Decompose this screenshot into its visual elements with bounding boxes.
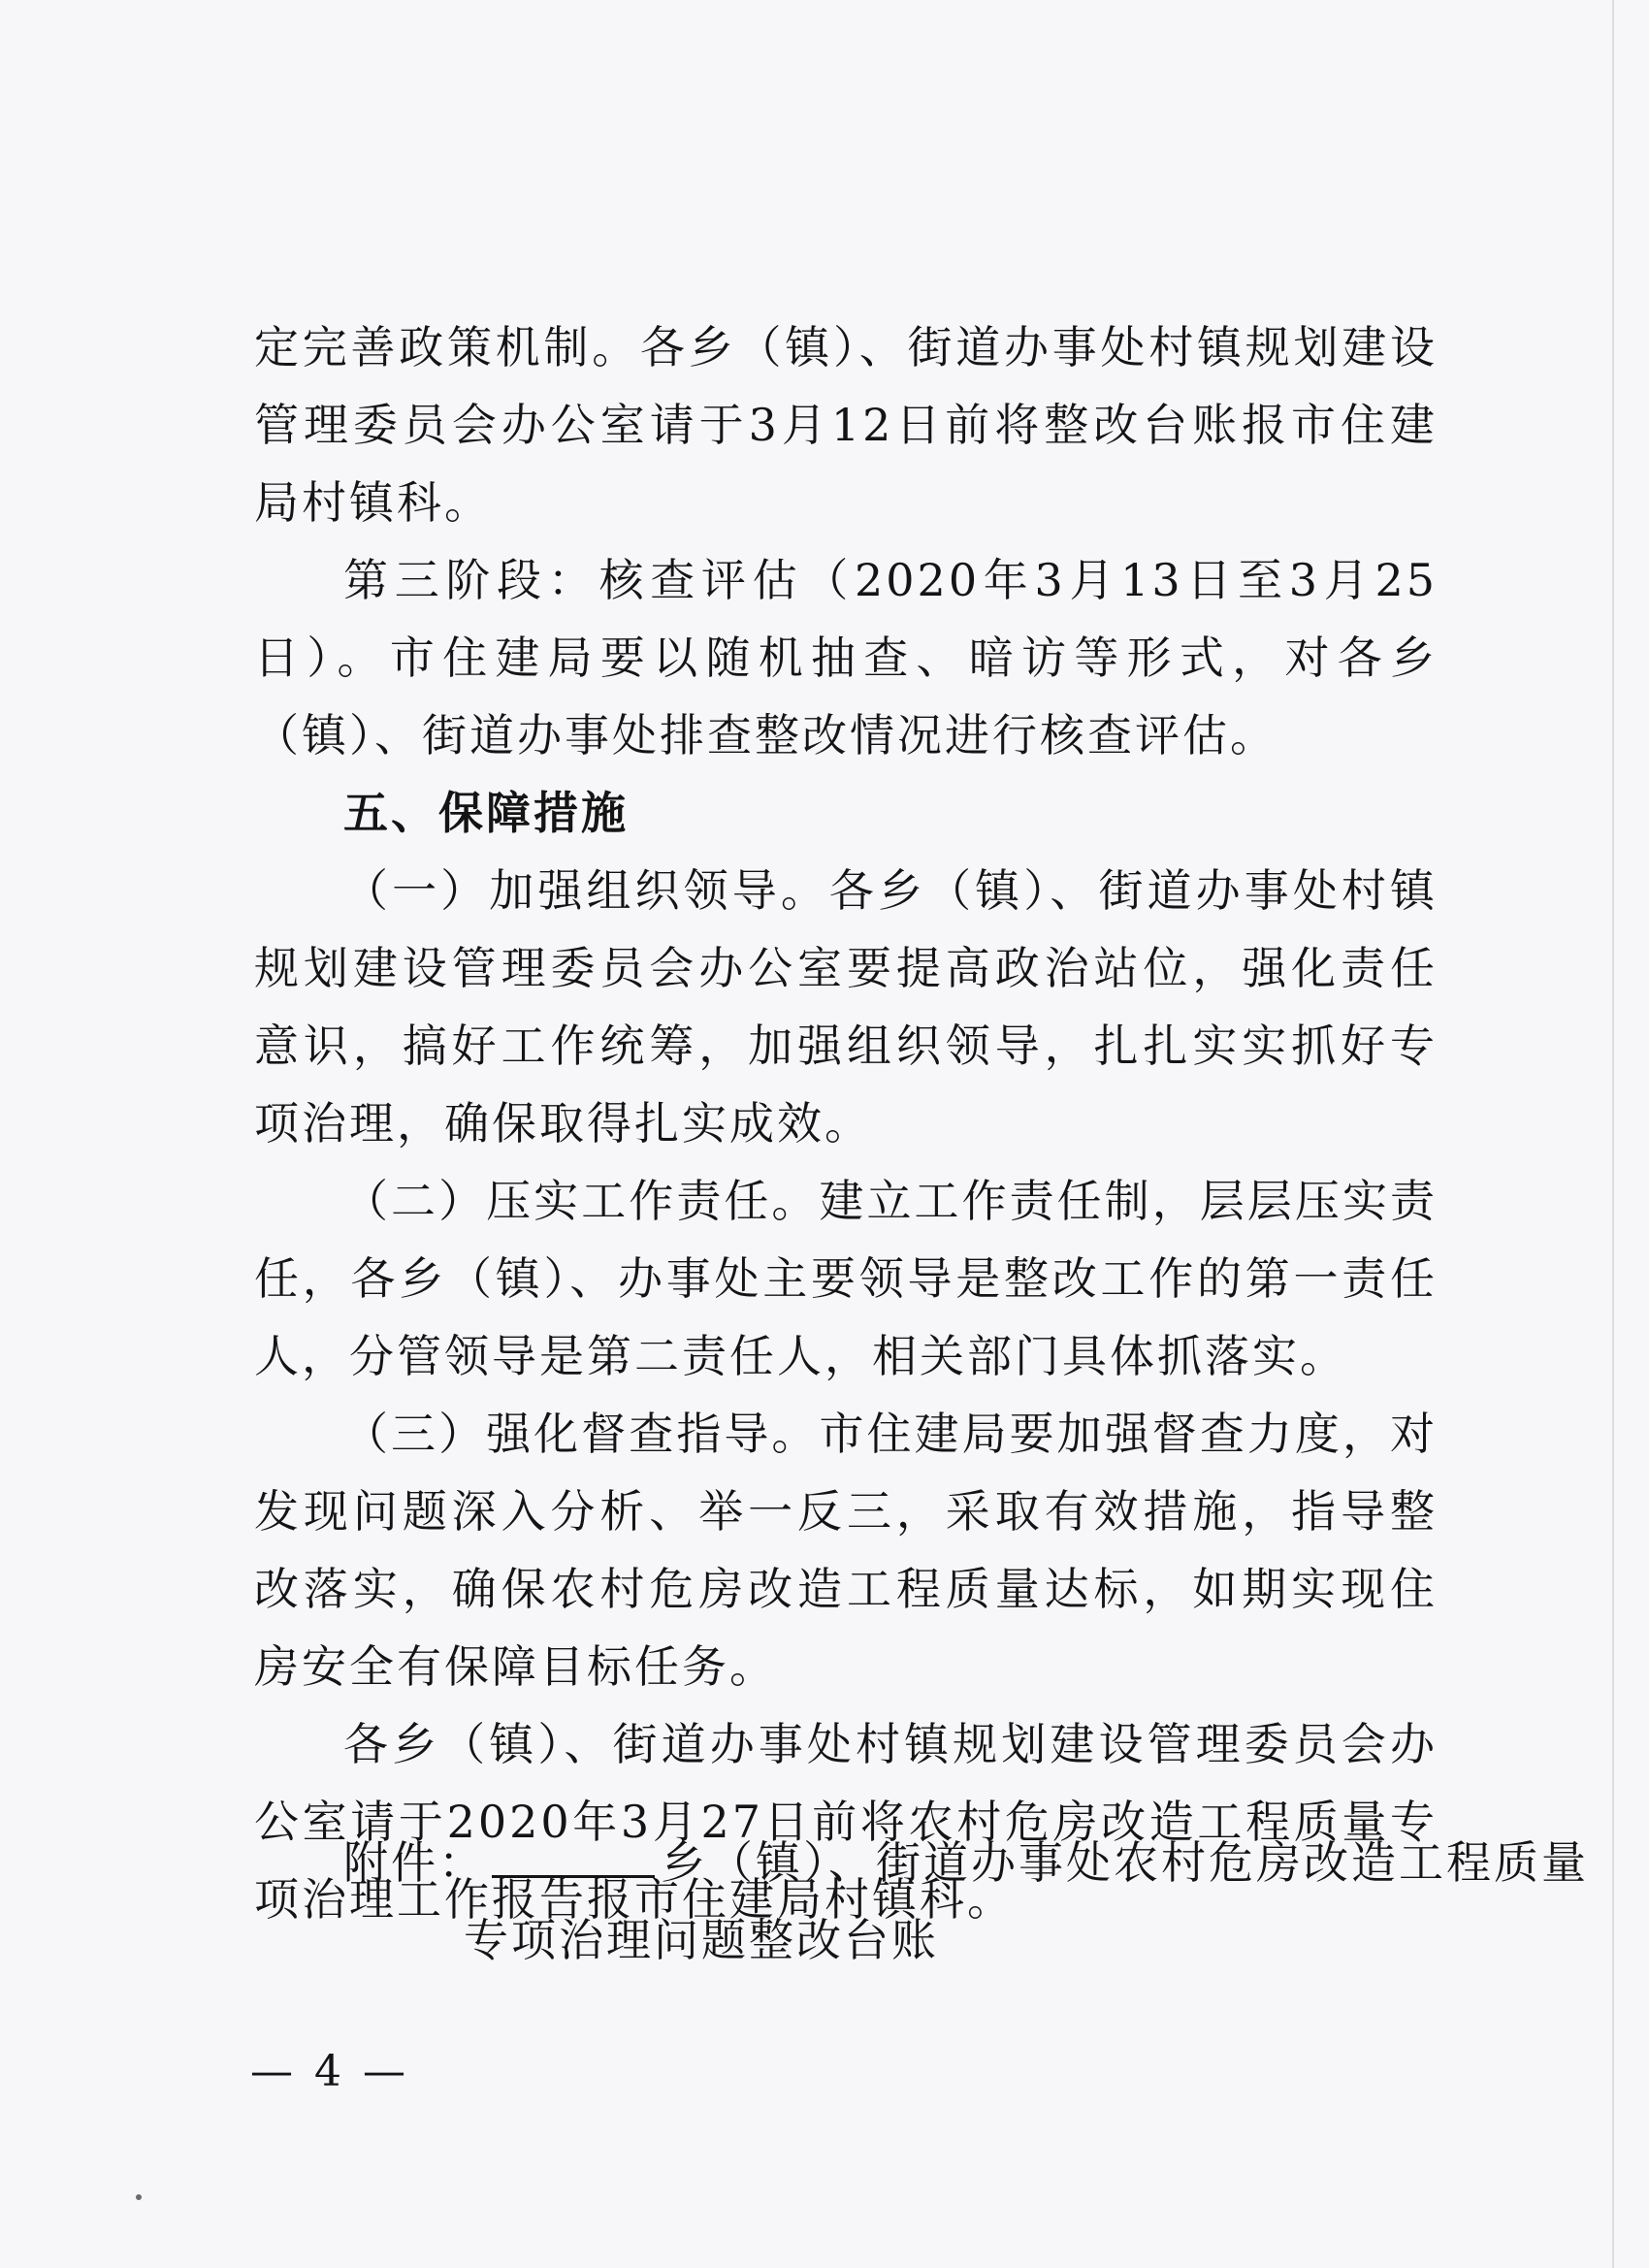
paragraph-report-deadline: 各乡（镇）、街道办事处村镇规划建设管理委员会办公室请于2020年3月27日前将农村危房改造工程质量专项治理工作报告报市住建局村镇科。 (254, 1718, 1438, 1926)
paragraph-measure-two: （二）压实工作责任。建立工作责任制，层层压实责任，各乡（镇）、办事处主要领导是整改工作的第一责任人，分管领导是第二责任人，相关部门具体抓落实。 (254, 1175, 1438, 1382)
attachment-blank-line (492, 1836, 655, 1878)
attachment-line-1 (343, 1824, 1589, 1901)
attachment-title-part-1: 乡（镇）、街道办事处农村危房改造工程质量 (661, 1836, 1589, 1889)
page-number: — 4 — (250, 2047, 409, 2096)
body-text (254, 308, 1438, 1938)
attachment-label: 附件： (343, 1836, 486, 1889)
paragraph-continuation: 定完善政策机制。各乡（镇）、街道办事处村镇规划建设管理委员会办公室请于3月12日前将整改台账报市住建局村镇科。 (254, 321, 1438, 529)
paragraph-stage-three: 第三阶段：核查评估（2020年3月13日至3月25日）。市住建局要以随机抽查、暗访等形式，对各乡（镇）、街道办事处排查整改情况进行核查评估。 (254, 554, 1438, 761)
attachment-title-part-2: 专项治理问题整改台账 (464, 1914, 939, 1966)
paragraph-measure-three: （三）强化督查指导。市住建局要加强督查力度，对发现问题深入分析、举一反三，采取有效措施，指导整改落实，确保农村危房改造工程质量达标，如期实现住房安全有保障目标任务。 (254, 1408, 1438, 1693)
scan-speck (136, 2194, 142, 2200)
section-heading-safeguards: 五、保障措施 (343, 787, 629, 839)
scan-edge-line (1612, 0, 1614, 2268)
attachment-note (343, 1824, 1589, 1979)
paragraph-measure-one: （一）加强组织领导。各乡（镇）、街道办事处村镇规划建设管理委员会办公室要提高政治站位，强化责任意识，搞好工作统筹，加强组织领导，扎扎实实抓好专项治理，确保取得扎实成效。 (254, 864, 1438, 1150)
